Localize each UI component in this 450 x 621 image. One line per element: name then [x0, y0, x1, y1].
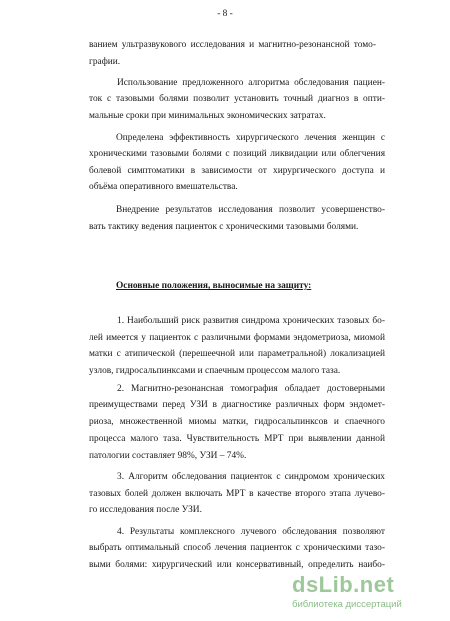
item-4-line-1: 4. Результаты комплексного лучевого обследования позволяют [117, 527, 385, 537]
paragraph-4-line-2: вать тактику ведения пациенток с хроническими тазовыми болями. [89, 222, 359, 232]
item-3-line-1: 3. Алгоритм обследования пациенток с синдромом хронических [117, 472, 385, 482]
paragraph-2-line-1: Использование предложенного алгоритма обследования пациен- [117, 78, 385, 88]
item-1-line-1: 1. Наибольший риск развития синдрома хронических тазовых бо- [117, 316, 385, 326]
paragraph-3-line-2: хроническими тазовыми болями с позиций ликвидации или облегчения [89, 149, 385, 159]
item-4-line-3: выми болями: хирургический или консервативный, определить наибо- [89, 560, 385, 570]
section-heading: Основные положения, выносимые на защиту: [116, 281, 312, 291]
item-2-line-5: патологии составляет 98%, УЗИ – 74%. [89, 451, 247, 461]
paragraph-1-line-2: графии. [89, 57, 121, 67]
item-4-line-2: выбрать оптимальный способ лечения пациенток с хроническими тазо- [89, 543, 385, 553]
paragraph-2-line-2: ток с тазовыми болями позволит установить точный диагноз в опти- [89, 94, 385, 104]
item-2-line-2: преимуществами перед УЗИ в диагностике различных форм эндомет- [89, 400, 385, 410]
watermark-logo: dsLib.net [292, 572, 395, 597]
item-1-line-2: лей имеется у пациенток с различными формами эндометриоза, миомой [89, 333, 385, 343]
item-3-line-3: го исследования после УЗИ. [89, 505, 202, 515]
item-1-line-4: узлов, гидросальпинксами и спаечным процессом малого таза. [89, 366, 341, 376]
paragraph-3-line-1: Определена эффективность хирургического лечения женщин с [116, 133, 385, 143]
paragraph-2-line-3: мальные сроки при минимальных экономических затратах. [89, 111, 326, 121]
watermark [292, 572, 442, 616]
item-1-line-3: матки с атипической (перешеечной или параметральной) локализацией [89, 349, 385, 359]
watermark-subtitle: библиотека диссертаций [292, 599, 402, 610]
item-2-line-1: 2. Магнитно-резонансная томография обладает достоверными [117, 384, 385, 394]
item-3-line-2: тазовых болей должен включать МРТ в качестве второго этапа лучево- [89, 489, 385, 499]
paragraph-3-line-3: болевой симптоматики в зависимости от хирургического доступа и [89, 166, 385, 176]
paragraph-1-line-1: ванием ультразвукового исследования и магнитно-резонансной томо- [89, 40, 376, 50]
paragraph-3-line-4: объёма оперативного вмешательства. [89, 182, 238, 192]
item-2-line-3: риоза, множественной миомы матки, гидросальпинксов и спаечного [89, 417, 385, 427]
item-2-line-4: процесса малого таза. Чувствительность МРТ при выявлении данной [89, 434, 385, 444]
paragraph-4-line-1: Внедрение результатов исследования позволит усовершенство- [116, 205, 385, 215]
page-number: - 8 - [217, 9, 233, 19]
